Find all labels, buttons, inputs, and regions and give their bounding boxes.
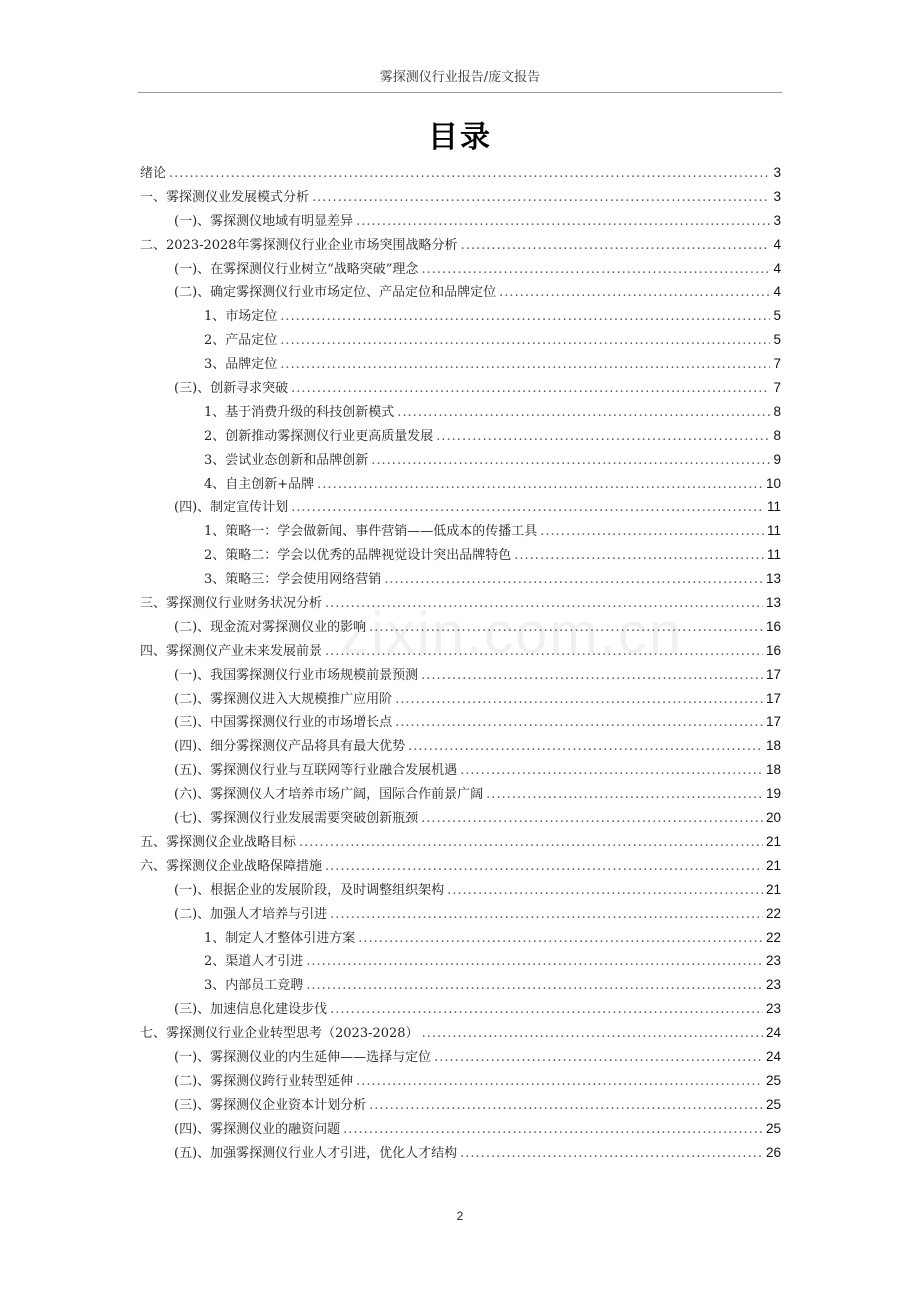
toc-leader-dots (299, 831, 763, 855)
toc-leader-dots (356, 1070, 763, 1094)
toc-entry-page: 17 (765, 690, 781, 706)
toc-entry-page: 22 (765, 905, 781, 921)
toc-entry[interactable] (140, 1021, 781, 1045)
watermark: zixin.com.cn (340, 601, 684, 666)
toc-leader-dots (280, 329, 770, 353)
toc-entry-title: (二)、加强人才培养与引进 (174, 906, 328, 922)
toc-entry-title: (四)、细分雾探测仪产品将具有最大优势 (174, 739, 406, 755)
toc-leader-dots (312, 186, 770, 210)
toc-entry-page: 5 (773, 332, 781, 348)
toc-entry[interactable] (140, 949, 781, 973)
toc-entry-page: 25 (765, 1120, 781, 1136)
toc-entry-page: 19 (765, 786, 781, 802)
toc-entry-title: (二)、现金流对雾探测仪业的影响 (174, 619, 367, 635)
toc-leader-dots (421, 807, 763, 831)
toc-entry[interactable] (140, 1069, 781, 1093)
header-divider (138, 92, 782, 93)
toc-entry-page: 4 (773, 236, 781, 252)
toc-leader-dots (447, 879, 763, 903)
toc-entry-title: (六)、雾探测仪人才培养市场广阔，国际合作前景广阔 (174, 787, 484, 803)
toc-entry-page: 10 (765, 475, 781, 491)
toc-entry[interactable] (140, 161, 781, 185)
toc-leader-dots (540, 520, 764, 544)
toc-entry[interactable] (140, 782, 781, 806)
toc-leader-dots (280, 305, 770, 329)
toc-entry[interactable] (140, 280, 781, 304)
toc-entry-page: 3 (773, 188, 781, 204)
toc-entry-title: 3、策略三：学会使用网络营销 (204, 572, 382, 588)
toc-entry-page: 21 (765, 857, 781, 873)
toc-entry[interactable] (140, 878, 781, 902)
toc-entry-title: (一)、我国雾探测仪行业市场规模前景预测 (174, 667, 419, 683)
toc-entry-title: (一)、雾探测仪业的内生延伸——选择与定位 (174, 1049, 432, 1065)
toc-entry-page: 11 (766, 547, 781, 563)
toc-entry-page: 24 (765, 1025, 781, 1041)
toc-leader-dots (325, 640, 763, 664)
toc-entry-page: 11 (766, 523, 781, 539)
toc-entry-page: 23 (765, 977, 781, 993)
toc-entry[interactable] (140, 663, 781, 687)
toc-entry-title: 3、尝试业态创新和品牌创新 (204, 452, 369, 468)
toc-entry[interactable] (140, 519, 781, 543)
toc-entry-page: 16 (765, 618, 781, 634)
toc-entry[interactable] (140, 734, 781, 758)
toc-leader-dots (280, 353, 770, 377)
toc-entry-page: 17 (765, 714, 781, 730)
toc-entry[interactable] (140, 233, 781, 257)
toc-entry-title: (七)、雾探测仪行业发展需要突破创新瓶颈 (174, 811, 419, 827)
toc-entry-title: 六、雾探测仪企业战略保障措施 (140, 858, 323, 874)
toc-leader-dots (422, 1022, 763, 1046)
toc-leader-dots (436, 425, 770, 449)
toc-entry-page: 20 (765, 810, 781, 826)
toc-entry[interactable] (140, 1045, 781, 1069)
toc-entry-page: 11 (766, 499, 781, 515)
toc-entry[interactable] (140, 472, 781, 496)
toc-entry-page: 17 (765, 666, 781, 682)
toc-entry-page: 7 (773, 356, 781, 372)
toc-entry[interactable] (140, 854, 781, 878)
toc-leader-dots (408, 735, 763, 759)
toc-leader-dots (291, 496, 764, 520)
toc-entry[interactable] (140, 902, 781, 926)
toc-entry[interactable] (140, 257, 781, 281)
toc-entry-title: 4、自主创新+品牌 (204, 476, 315, 492)
toc-entry[interactable] (140, 806, 781, 830)
toc-leader-dots (358, 927, 763, 951)
toc-entry-title: 1、市场定位 (204, 309, 278, 325)
toc-leader-dots (486, 783, 763, 807)
toc-leader-dots (514, 544, 764, 568)
toc-entry[interactable] (140, 352, 781, 376)
toc-leader-dots (306, 974, 763, 998)
toc-entry[interactable] (140, 424, 781, 448)
toc-entry-page: 5 (773, 308, 781, 324)
toc-entry[interactable] (140, 639, 781, 663)
toc-leader-dots (356, 210, 770, 234)
toc-entry-title: 五、雾探测仪企业战略目标 (140, 834, 297, 850)
toc-entry-title: 四、雾探测仪产业未来发展前景 (140, 643, 323, 659)
toc-entry-page: 25 (765, 1072, 781, 1088)
toc-entry-title: 1、策略一：学会做新闻、事件营销——低成本的传播工具 (204, 524, 538, 540)
toc-entry-page: 25 (765, 1096, 781, 1112)
toc-leader-dots (343, 1118, 763, 1142)
toc-entry-title: 2、创新推动雾探测仪行业更高质量发展 (204, 428, 434, 444)
toc-entry[interactable] (140, 185, 781, 209)
table-of-contents (140, 161, 781, 1164)
toc-entry-page: 4 (773, 284, 781, 300)
toc-entry-page: 8 (773, 427, 781, 443)
toc-entry[interactable] (140, 400, 781, 424)
toc-entry-title: (一)、雾探测仪地域有明显差异 (174, 213, 354, 229)
toc-entry[interactable] (140, 973, 781, 997)
toc-entry-title: (一)、在雾探测仪行业树立“战略突破”理念 (174, 261, 419, 277)
toc-entry-page: 13 (765, 595, 781, 611)
toc-entry[interactable] (140, 376, 781, 400)
toc-entry-page: 21 (765, 833, 781, 849)
toc-leader-dots (461, 234, 771, 258)
toc-entry-title: (五)、加强雾探测仪行业人才引进，优化人才结构 (174, 1145, 458, 1161)
toc-entry[interactable] (140, 710, 781, 734)
running-header: 雾探测仪行业报告/庞文报告 (379, 70, 541, 85)
toc-entry-page: 26 (765, 1144, 781, 1160)
toc-entry-title: 3、内部员工竞聘 (204, 978, 304, 994)
toc-entry-page: 23 (765, 1001, 781, 1017)
toc-leader-dots (421, 258, 770, 282)
toc-entry-title: 七、雾探测仪行业企业转型思考（2023-2028） (140, 1026, 419, 1042)
toc-entry-title: 绪论 (140, 166, 167, 181)
toc-entry[interactable] (140, 1093, 781, 1117)
toc-entry-page: 16 (765, 642, 781, 658)
toc-entry-title: 2、产品定位 (204, 333, 278, 349)
toc-entry[interactable] (140, 926, 781, 950)
toc-entry-page: 21 (765, 881, 781, 897)
toc-entry[interactable] (140, 304, 781, 328)
toc-leader-dots (325, 592, 763, 616)
toc-entry[interactable] (140, 997, 781, 1021)
toc-entry-title: 3、品牌定位 (204, 357, 278, 373)
toc-entry-title: 2、渠道人才引进 (204, 954, 304, 970)
toc-entry-page: 18 (765, 738, 781, 754)
toc-entry-title: (二)、确定雾探测仪行业市场定位、产品定位和品牌定位 (174, 285, 497, 301)
toc-entry[interactable] (140, 1141, 781, 1165)
toc-leader-dots (499, 281, 770, 305)
toc-leader-dots (369, 1094, 763, 1118)
toc-entry[interactable] (140, 615, 781, 639)
toc-entry-title: 1、制定人才整体引进方案 (204, 930, 356, 946)
toc-leader-dots (421, 664, 763, 688)
toc-entry[interactable] (140, 567, 781, 591)
toc-entry-page: 23 (765, 953, 781, 969)
toc-entry-page: 13 (765, 571, 781, 587)
toc-entry-page: 9 (773, 451, 781, 467)
toc-entry-title: (四)、制定宣传计划 (174, 500, 289, 516)
toc-entry[interactable] (140, 758, 781, 782)
toc-entry-title: (二)、雾探测仪跨行业转型延伸 (174, 1073, 354, 1089)
toc-leader-dots (169, 162, 770, 186)
toc-leader-dots (371, 449, 770, 473)
toc-leader-dots (325, 855, 763, 879)
page-title: 目录 (428, 120, 492, 155)
toc-leader-dots (395, 688, 763, 712)
toc-entry[interactable] (140, 328, 781, 352)
toc-entry-page: 7 (773, 380, 781, 396)
toc-entry-title: 三、雾探测仪行业财务状况分析 (140, 596, 323, 612)
toc-entry-title: 1、基于消费升级的科技创新模式 (204, 404, 395, 420)
toc-entry-title: (二)、雾探测仪进入大规模推广应用阶 (174, 691, 393, 707)
toc-entry-page: 4 (773, 260, 781, 276)
toc-entry-page: 3 (773, 212, 781, 228)
toc-leader-dots (317, 473, 763, 497)
toc-entry-title: 二、2023-2028年雾探测仪行业企业市场突围战略分析 (140, 237, 458, 253)
toc-leader-dots (397, 401, 770, 425)
toc-entry-title: (一)、根据企业的发展阶段，及时调整组织架构 (174, 882, 445, 898)
toc-leader-dots (291, 377, 770, 401)
page-number: 2 (456, 1209, 464, 1223)
toc-entry[interactable] (140, 448, 781, 472)
toc-entry[interactable] (140, 543, 781, 567)
toc-leader-dots (330, 998, 763, 1022)
toc-entry-title: (三)、中国雾探测仪行业的市场增长点 (174, 715, 393, 731)
toc-entry-page: 22 (765, 929, 781, 945)
toc-entry-title: (三)、创新寻求突破 (174, 381, 289, 397)
toc-entry[interactable] (140, 591, 781, 615)
toc-entry[interactable] (140, 1117, 781, 1141)
toc-entry[interactable] (140, 495, 781, 519)
toc-entry[interactable] (140, 209, 781, 233)
toc-entry-page: 18 (765, 762, 781, 778)
toc-entry[interactable] (140, 687, 781, 711)
toc-entry-title: (四)、雾探测仪业的融资问题 (174, 1121, 341, 1137)
toc-entry-page: 24 (765, 1048, 781, 1064)
toc-leader-dots (330, 903, 763, 927)
toc-leader-dots (306, 950, 763, 974)
toc-entry-title: (三)、雾探测仪企业资本计划分析 (174, 1097, 367, 1113)
toc-leader-dots (384, 568, 763, 592)
toc-leader-dots (460, 759, 763, 783)
toc-entry-title: 一、雾探测仪业发展模式分析 (140, 189, 310, 205)
toc-leader-dots (460, 1142, 763, 1166)
toc-leader-dots (434, 1046, 763, 1070)
toc-entry[interactable] (140, 830, 781, 854)
toc-entry-page: 3 (773, 165, 781, 180)
toc-entry-title: (五)、雾探测仪行业与互联网等行业融合发展机遇 (174, 763, 458, 779)
toc-entry-title: 2、策略二：学会以优秀的品牌视觉设计突出品牌特色 (204, 548, 512, 564)
toc-leader-dots (369, 616, 763, 640)
toc-entry-title: (三)、加速信息化建设步伐 (174, 1002, 328, 1018)
toc-entry-page: 8 (773, 403, 781, 419)
toc-leader-dots (395, 711, 763, 735)
